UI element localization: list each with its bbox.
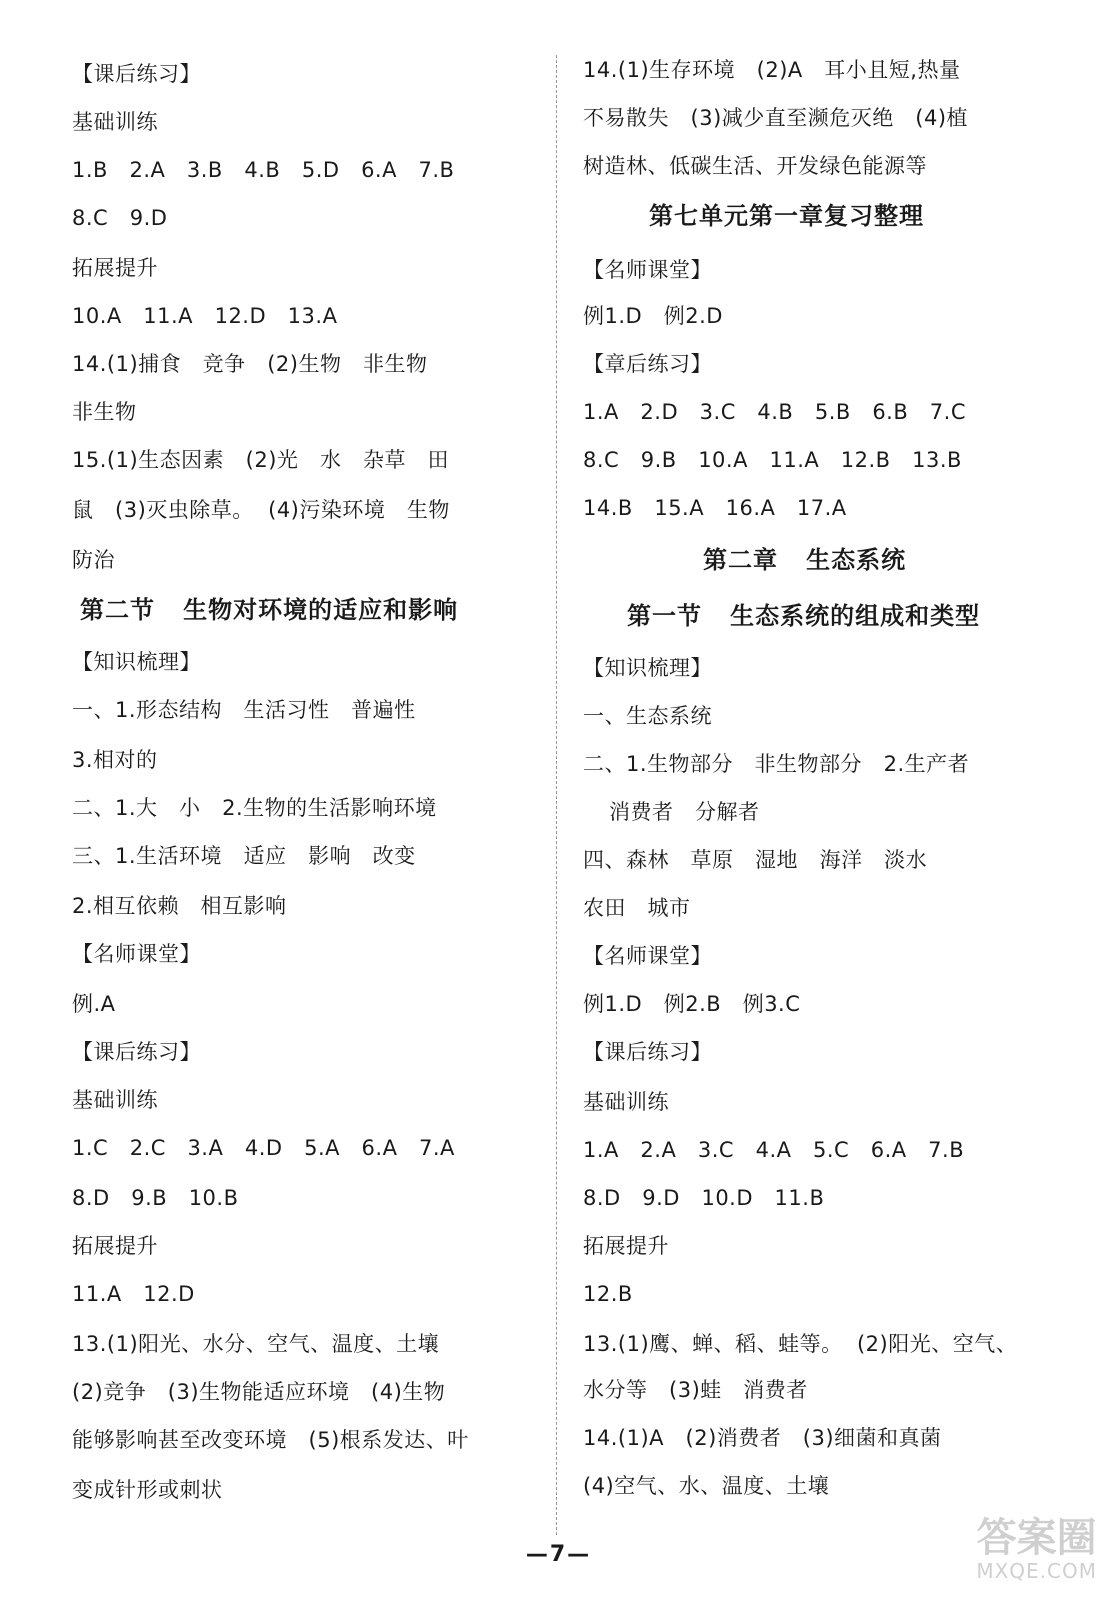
left-line: 非生物 bbox=[72, 400, 137, 424]
right-heading: 第一节 生态系统的组成和类型 bbox=[627, 602, 981, 630]
right-line: 8.C 9.B 10.A 11.A 12.B 13.B bbox=[583, 448, 962, 472]
left-line: 【课后练习】 bbox=[72, 62, 201, 86]
right-line: 二、1.生物部分 非生物部分 2.生产者 bbox=[583, 752, 970, 776]
column-divider bbox=[556, 55, 557, 1535]
right-line: 【名师课堂】 bbox=[583, 944, 712, 968]
right-heading: 第七单元第一章复习整理 bbox=[649, 202, 924, 230]
right-line: 消费者 分解者 bbox=[609, 800, 760, 824]
right-line: 例1.D 例2.D bbox=[583, 304, 723, 328]
right-line: 14.B 15.A 16.A 17.A bbox=[583, 496, 847, 520]
left-line: 3.相对的 bbox=[72, 748, 158, 772]
right-heading: 第二章 生态系统 bbox=[703, 546, 907, 574]
right-line: 12.B bbox=[583, 1282, 633, 1306]
right-line: (4)空气、水、温度、土壤 bbox=[583, 1474, 830, 1498]
left-line: 三、1.生活环境 适应 影响 改变 bbox=[72, 844, 416, 868]
watermark-url: MXQE.COM bbox=[976, 1559, 1097, 1583]
right-line: 【知识梳理】 bbox=[583, 656, 712, 680]
left-heading: 第二节 生物对环境的适应和影响 bbox=[80, 596, 459, 624]
left-line: 14.(1)捕食 竞争 (2)生物 非生物 bbox=[72, 352, 428, 376]
left-line: 8.D 9.B 10.B bbox=[72, 1186, 239, 1210]
left-line: 基础训练 bbox=[72, 110, 158, 134]
right-line: 基础训练 bbox=[583, 1090, 669, 1114]
right-line: 1.A 2.D 3.C 4.B 5.B 6.B 7.C bbox=[583, 400, 966, 424]
left-line: 10.A 11.A 12.D 13.A bbox=[72, 304, 338, 328]
right-line: 例1.D 例2.B 例3.C bbox=[583, 992, 801, 1016]
left-line: (2)竞争 (3)生物能适应环境 (4)生物 bbox=[72, 1380, 446, 1404]
watermark-logo: 答案圈 bbox=[976, 1515, 1097, 1561]
left-line: 拓展提升 bbox=[72, 256, 158, 280]
left-line: 例.A bbox=[72, 992, 116, 1016]
left-line: 1.B 2.A 3.B 4.B 5.D 6.A 7.B bbox=[72, 158, 455, 182]
left-line: 二、1.大 小 2.生物的生活影响环境 bbox=[72, 796, 437, 820]
right-line: 14.(1)A (2)消费者 (3)细菌和真菌 bbox=[583, 1426, 942, 1450]
left-line: 一、1.形态结构 生活习性 普遍性 bbox=[72, 698, 416, 722]
right-line: 8.D 9.D 10.D 11.B bbox=[583, 1186, 825, 1210]
page-number: —7— bbox=[525, 1542, 592, 1567]
left-line: 拓展提升 bbox=[72, 1234, 158, 1258]
left-line: 15.(1)生态因素 (2)光 水 杂草 田 bbox=[72, 448, 449, 472]
right-line: 不易散失 (3)减少直至濒危灭绝 (4)植 bbox=[583, 106, 969, 130]
left-line: 11.A 12.D bbox=[72, 1282, 195, 1306]
left-line: 变成针形或刺状 bbox=[72, 1478, 223, 1502]
left-line: 8.C 9.D bbox=[72, 206, 168, 230]
left-line: 1.C 2.C 3.A 4.D 5.A 6.A 7.A bbox=[72, 1136, 455, 1160]
left-line: 防治 bbox=[72, 548, 115, 572]
left-line: 基础训练 bbox=[72, 1088, 158, 1112]
left-line: 2.相互依赖 相互影响 bbox=[72, 894, 287, 918]
left-line: 能够影响甚至改变环境 (5)根系发达、叶 bbox=[72, 1428, 469, 1452]
left-line: 【课后练习】 bbox=[72, 1040, 201, 1064]
right-line: 【章后练习】 bbox=[583, 352, 712, 376]
left-line: 13.(1)阳光、水分、空气、温度、土壤 bbox=[72, 1332, 440, 1356]
left-line: 【知识梳理】 bbox=[72, 650, 201, 674]
right-line: 水分等 (3)蛙 消费者 bbox=[583, 1378, 808, 1402]
right-line: 拓展提升 bbox=[583, 1234, 669, 1258]
right-line: 1.A 2.A 3.C 4.A 5.C 6.A 7.B bbox=[583, 1138, 965, 1162]
right-line: 【课后练习】 bbox=[583, 1040, 712, 1064]
right-line: 14.(1)生存环境 (2)A 耳小且短,热量 bbox=[583, 58, 961, 82]
right-line: 一、生态系统 bbox=[583, 704, 712, 728]
watermark bbox=[976, 1516, 1097, 1582]
right-line: 【名师课堂】 bbox=[583, 258, 712, 282]
left-line: 【名师课堂】 bbox=[72, 942, 201, 966]
right-line: 农田 城市 bbox=[583, 896, 691, 920]
left-line: 鼠 (3)灭虫除草。 (4)污染环境 生物 bbox=[72, 498, 450, 522]
right-line: 四、森林 草原 湿地 海洋 淡水 bbox=[583, 848, 928, 872]
right-line: 13.(1)鹰、蝉、稻、蛙等。 (2)阳光、空气、 bbox=[583, 1332, 1018, 1356]
right-line: 树造林、低碳生活、开发绿色能源等 bbox=[583, 154, 927, 178]
